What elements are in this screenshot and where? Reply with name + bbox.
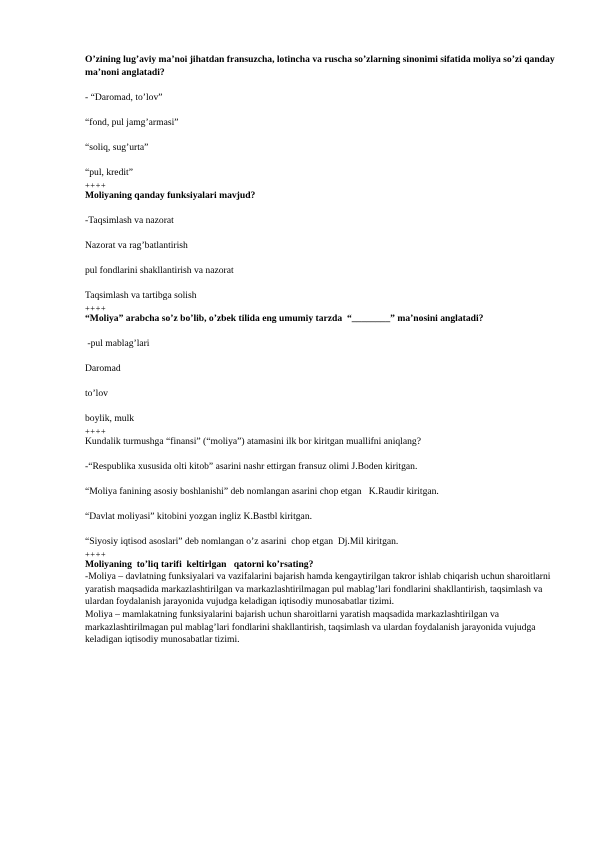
answer-1-4: “pul, kredit” [85, 167, 133, 179]
question-1: O’zining lug’aviy ma’noi jihatdan fransuzcha, lotincha va ruscha so’zlarning sinonimi sifatida moliya so’zi qanday ma’noni anglatadi? [85, 54, 555, 78]
question-5: Moliyaning to’liq tarifi keltirlgan qatorni ko’rsating? [85, 559, 314, 571]
question-3: “Moliya” arabcha so’z bo’lib, o’zbek tilida eng umumiy tarzda “________” ma’nosini anglatadi? [85, 313, 484, 325]
answer-5-1: -Moliya – davlatning funksiyalari va vazifalarini bajarish hamda kengaytirilgan takror ishlab chiqarish uchun sharoitlarni yaratish maqsadida markazlashtirilgan va markazlashtirilmagan pul mablag’lari fondlarini shakllantirish, taqsimlash va ulardan foydalanish jarayonida vujudga keladigan iqtisodiy munosabatlar tizimi. [85, 571, 551, 608]
answer-2-1: -Taqsimlash va nazorat [85, 215, 174, 227]
question-2: Moliyaning qanday funksiyalari mavjud? [85, 190, 256, 202]
separator-2: ++++ [85, 303, 107, 314]
separator-1: ++++ [85, 180, 107, 191]
question-4: Kundalik turmushga “finansi” (“moliya”) atamasini ilk bor kiritgan muallifni aniqlang? [85, 436, 421, 448]
answer-3-4: boylik, mulk [85, 413, 135, 425]
answer-2-2: Nazorat va rag’batlantirish [85, 240, 188, 252]
answer-3-3: to’lov [85, 388, 108, 400]
separator-4: ++++ [85, 549, 107, 560]
document-body [85, 54, 560, 647]
answer-4-1: -“Respublika xususida olti kitob” asarini nashr ettirgan fransuz olimi J.Boden kiritgan. [85, 461, 418, 473]
answer-3-1: -pul mablag’lari [85, 338, 150, 350]
answer-3-2: Daromad [85, 363, 121, 375]
answer-5-2: Moliya – mamlakatning funksiyalarini bajarish uchun sharoitlarni yaratish maqsadida markazlashtirilgan va markazlashtirilmagan pul mablag’lari fondlarini shakllantirish, taqsimlash va ulardan foydalanish jarayonida vujudga keladigan iqtisodiy munosabatlar tizimi. [85, 608, 536, 646]
answer-1-2: “fond, pul jamg’armasi” [85, 117, 179, 129]
answer-4-3: “Davlat moliyasi” kitobini yozgan ingliz K.Bastbl kiritgan. [85, 511, 313, 523]
answer-4-2: “Moliya fanining asosiy boshlanishi” deb nomlangan asarini chop etgan K.Raudir kiritgan. [85, 486, 439, 498]
answer-4-4: “Siyosiy iqtisod asoslari” deb nomlangan o’z asarini chop etgan Dj.Mil kiritgan. [85, 536, 399, 548]
separator-3: ++++ [85, 426, 107, 437]
answer-1-1: - “Daromad, to’lov” [85, 92, 163, 104]
answer-2-3: pul fondlarini shakllantirish va nazorat [85, 265, 234, 277]
answer-1-3: “soliq, sug’urta” [85, 142, 149, 154]
answer-2-4: Taqsimlash va tartibga solish [85, 290, 197, 302]
